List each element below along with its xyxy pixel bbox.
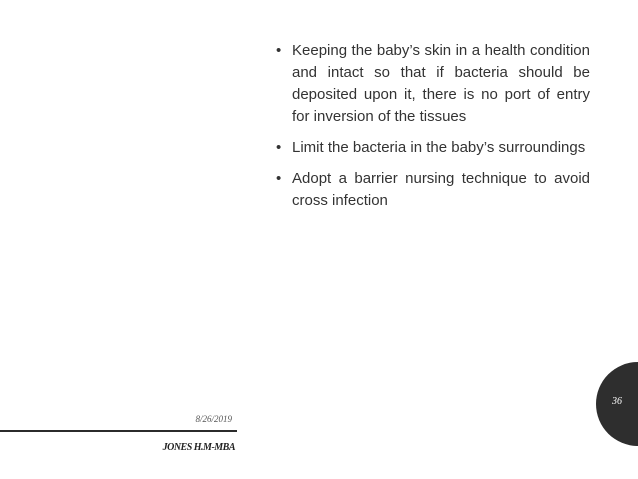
- bullet-dot-icon: •: [276, 139, 282, 156]
- bullet-item: [276, 168, 590, 212]
- bullet-dot-icon: •: [276, 42, 282, 59]
- bullet-text: Keeping the baby’s skin in a health condition and intact so that if bacteria should be deposited upon it, there is no port of entry for inversion of the tissues: [292, 42, 590, 125]
- bullet-list: [276, 40, 590, 221]
- slide-author: JONES H.M-MBA: [162, 442, 235, 453]
- page-number: 36: [612, 396, 622, 407]
- bullet-dot-icon: •: [276, 170, 282, 187]
- bullet-text: Adopt a barrier nursing technique to avoid cross infection: [292, 170, 590, 209]
- bullet-item: [276, 40, 590, 128]
- bullet-item: [276, 137, 590, 159]
- footer-divider: [0, 430, 237, 432]
- slide-date: 8/26/2019: [195, 414, 232, 424]
- bullet-text: Limit the bacteria in the baby’s surroundings: [292, 139, 586, 156]
